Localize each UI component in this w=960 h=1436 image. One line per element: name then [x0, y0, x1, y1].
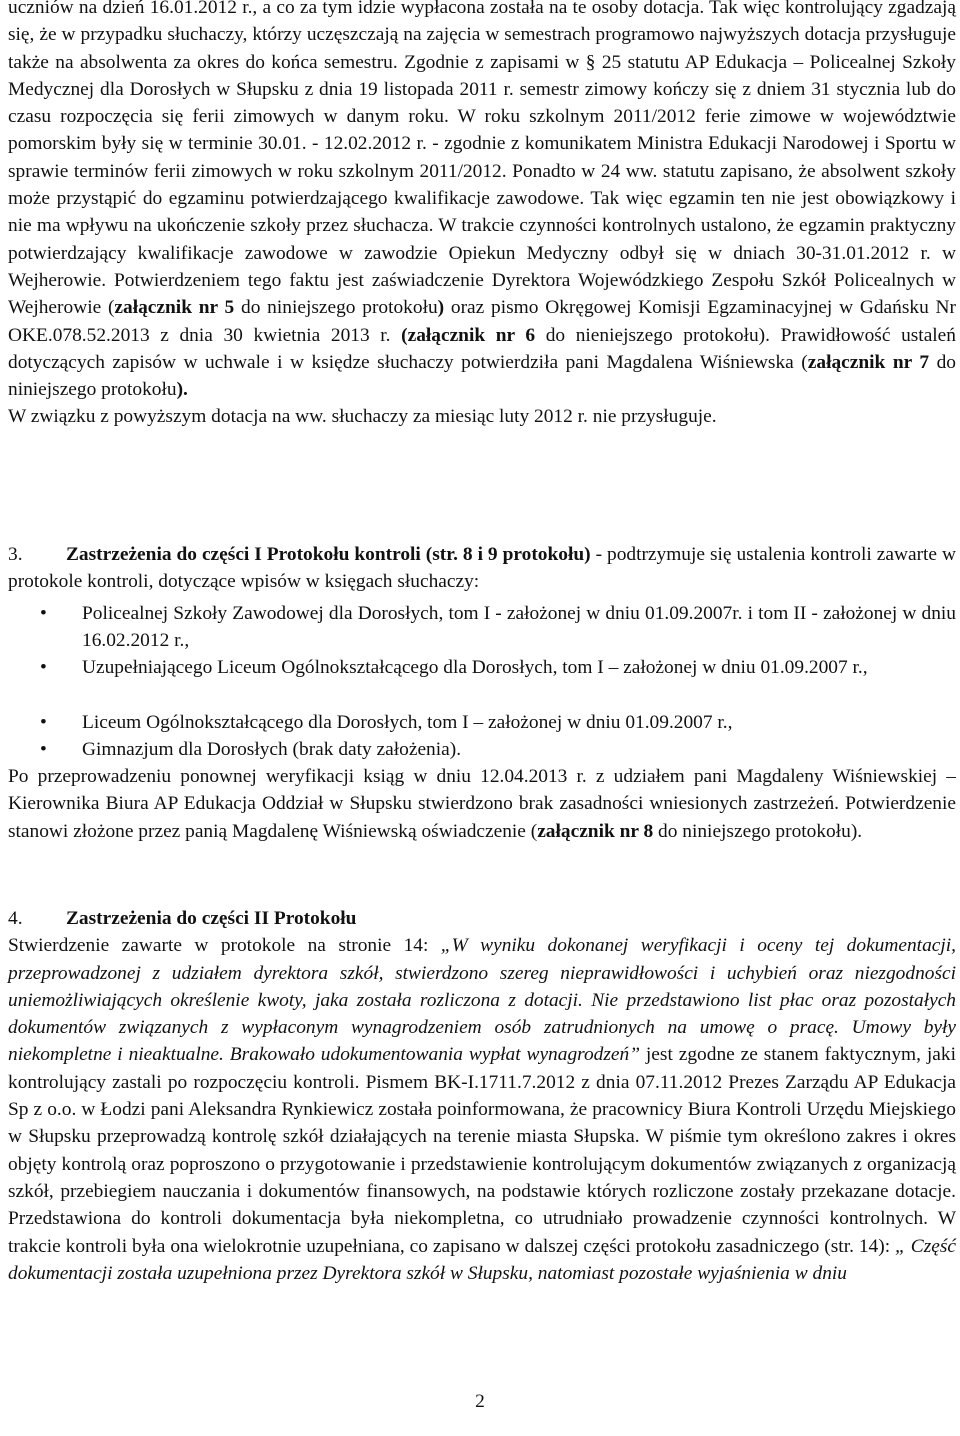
- page-number: 2: [475, 1391, 485, 1412]
- section-3: [8, 541, 956, 596]
- bullet-item-2: [0, 654, 956, 681]
- section-3-number: 3.: [8, 544, 23, 565]
- bullet-dot-icon: •: [40, 739, 47, 760]
- bullet-item-text: Liceum Ogólnokształcącego dla Dorosłych, tom I – założonej w dniu 01.09.2007 r.,: [82, 712, 733, 733]
- bullet-item-4: [0, 736, 956, 763]
- section-4-number: 4.: [8, 908, 23, 929]
- paragraph-1-last-line: W związku z powyższym dotacja na ww. słuchaczy za miesiąc luty 2012 r. nie przysługuje.: [8, 406, 717, 428]
- section-3-conclusion-text: Po przeprowadzeniu ponownej weryfikacji ksiąg w dniu 12.04.2013 r. z udziałem pani Magdaleny Wiśniewskiej – Kierownika Biura AP Edukacja Oddział w Słupsku stwierdzono brak zasadności wniesionych zastrzeżeń. Potwierdzenie stanowi złożone przez panią Magdalenę Wiśniewską oświadczenie (załącznik nr 8 do niniejszego protokołu).: [8, 766, 956, 842]
- bullet-item-3: [0, 709, 956, 736]
- section-3-intro: - podtrzymuje się ustalenia kontroli zawarte w protokole kontroli, dotyczące wpisów w księgach słuchaczy:: [8, 544, 956, 593]
- section-3-heading: Zastrzeżenia do części I Protokołu kontroli (str. 8 i 9 protokołu): [66, 544, 591, 565]
- section-4-heading: Zastrzeżenia do części II Protokołu: [66, 908, 357, 929]
- paragraph-1: [8, 0, 956, 431]
- section-4: [8, 905, 956, 1287]
- bullet-item-text: Policealnej Szkoły Zawodowej dla Dorosłych, tom I - założonej w dniu 01.09.2007r. i tom II - założonej w dniu 16.02.2012 r.,: [82, 603, 956, 652]
- bullet-dot-icon: •: [40, 657, 47, 678]
- bullet-dot-icon: •: [40, 603, 47, 624]
- paragraph-1-text: uczniów na dzień 16.01.2012 r., a co za tym idzie wypłacona została na te osoby dotacja. Tak więc kontrolujący zgadzają się, że w przypadku słuchaczy, którzy uczęszczają na zajęcia w semestrach programowo najwyższych dotacja przysługuje także na absolwenta za okres do końca semestru. Zgodnie z zapisami w § 25 statutu AP Edukacja – Policealnej Szkoły Medycznej dla Dorosłych w Słupsku z dnia 19 listopada 2011 r. semestr zimowy kończy się z dniem 31 stycznia lub do czasu rozpoczęcia się ferii zimowych w danym roku. W roku szkolnym 2011/2012 ferie zimowe w województwie pomorskim były się w terminie 30.01. - 12.02.2012 r. - zgodnie z komunikatem Ministra Edukacji Narodowej i Sportu w sprawie terminów ferii zimowych w roku szkolnym 2011/2012. Ponadto w 24 ww. statutu zapisano, że absolwent szkoły może przystąpić do egzaminu potwierdzającego kwalifikacje zawodowe. Tak więc egzamin ten nie jest obowiązkowy i nie ma wpływu na ukończenie szkoły przez słuchacza. W trakcie czynności kontrolnych ustalono, że egzamin praktyczny potwierdzający kwalifikacje zawodowe w zawodzie Opiekun Medyczny odbył się w dniach 30-31.01.2012 r. w Wejherowie. Potwierdzeniem tego faktu jest zaświadczenie Dyrektora Wojewódzkiego Zespołu Szkół Policealnych w Wejherowie (załącznik nr 5 do niniejszego protokołu) oraz pismo Okręgowej Komisji Egzaminacyjnej w Gdańsku Nr OKE.078.52.2013 z dnia 30 kwietnia 2013 r. (załącznik nr 6 do nieniejszego protokołu). Prawidłowość ustaleń dotyczących zapisów w uchwale i w księdze słuchaczy potwierdziła pani Magdalena Wiśniewska (załącznik nr 7 do niniejszego protokołu).: [8, 0, 957, 401]
- section-4-text: Stwierdzenie zawarte w protokole na stronie 14: „W wyniku dokonanej weryfikacji i oceny tej dokumentacji, przeprowadzonej z udziałem dyrektora szkół, stwierdzono szereg nieprawidłowości i uchybień oraz niezgodności uniemożliwiających określenie kwoty, jaka została rozliczona z dotacji. Nie przedstawiono list płac oraz pozostałych dokumentów związanych z wypłaconym wynagrodzeniem osób zatrudnionych na umowę o pracę. Umowy były niekompletne i nieaktualne. Brakowało udokumentowania wypłat wynagrodzeń” jest zgodne ze stanem faktycznym, jaki kontrolujący zastali po rozpoczęciu kontroli. Pismem BK-I.1711.7.2012 z dnia 07.11.2012 Prezes Zarządu AP Edukacja Sp z o.o. w Łodzi pani Aleksandra Rynkiewicz została poinformowana, że pracownicy Biura Kontroli Urzędu Miejskiego w Słupsku przeprowadzą kontrolę szkół działających na terenie miasta Słupska. W piśmie tym określono zakres i okres objęty kontrolą oraz poproszono o przygotowanie i przedstawienie kontrolującym dokumentów związanych z organizacją szkół, przebiegiem nauczania i dokumentów finansowych, na podstawie których rozliczone zostały przekazane dotacje. Przedstawiona do kontroli dokumentacja była niekompletna, co utrudniało prowadzenie czynności kontrolnych. W trakcie kontroli była ona wielokrotnie uzupełniana, co zapisano w dalszej części protokołu zasadniczego (str. 14): „ Część dokumentacji została uzupełniona przez Dyrektora szkół w Słupsku, natomiast pozostałe wyjaśnienia w dniu: [8, 935, 957, 1284]
- bullet-item-text: Uzupełniającego Liceum Ogólnokształcącego dla Dorosłych, tom I – założonej w dniu 01.09.2007 r.,: [82, 657, 868, 678]
- section-3-conclusion: [8, 763, 956, 845]
- bullet-item-text: Gimnazjum dla Dorosłych (brak daty założenia).: [82, 739, 462, 760]
- bullet-item-1: [0, 600, 956, 655]
- bullet-dot-icon: •: [40, 712, 47, 733]
